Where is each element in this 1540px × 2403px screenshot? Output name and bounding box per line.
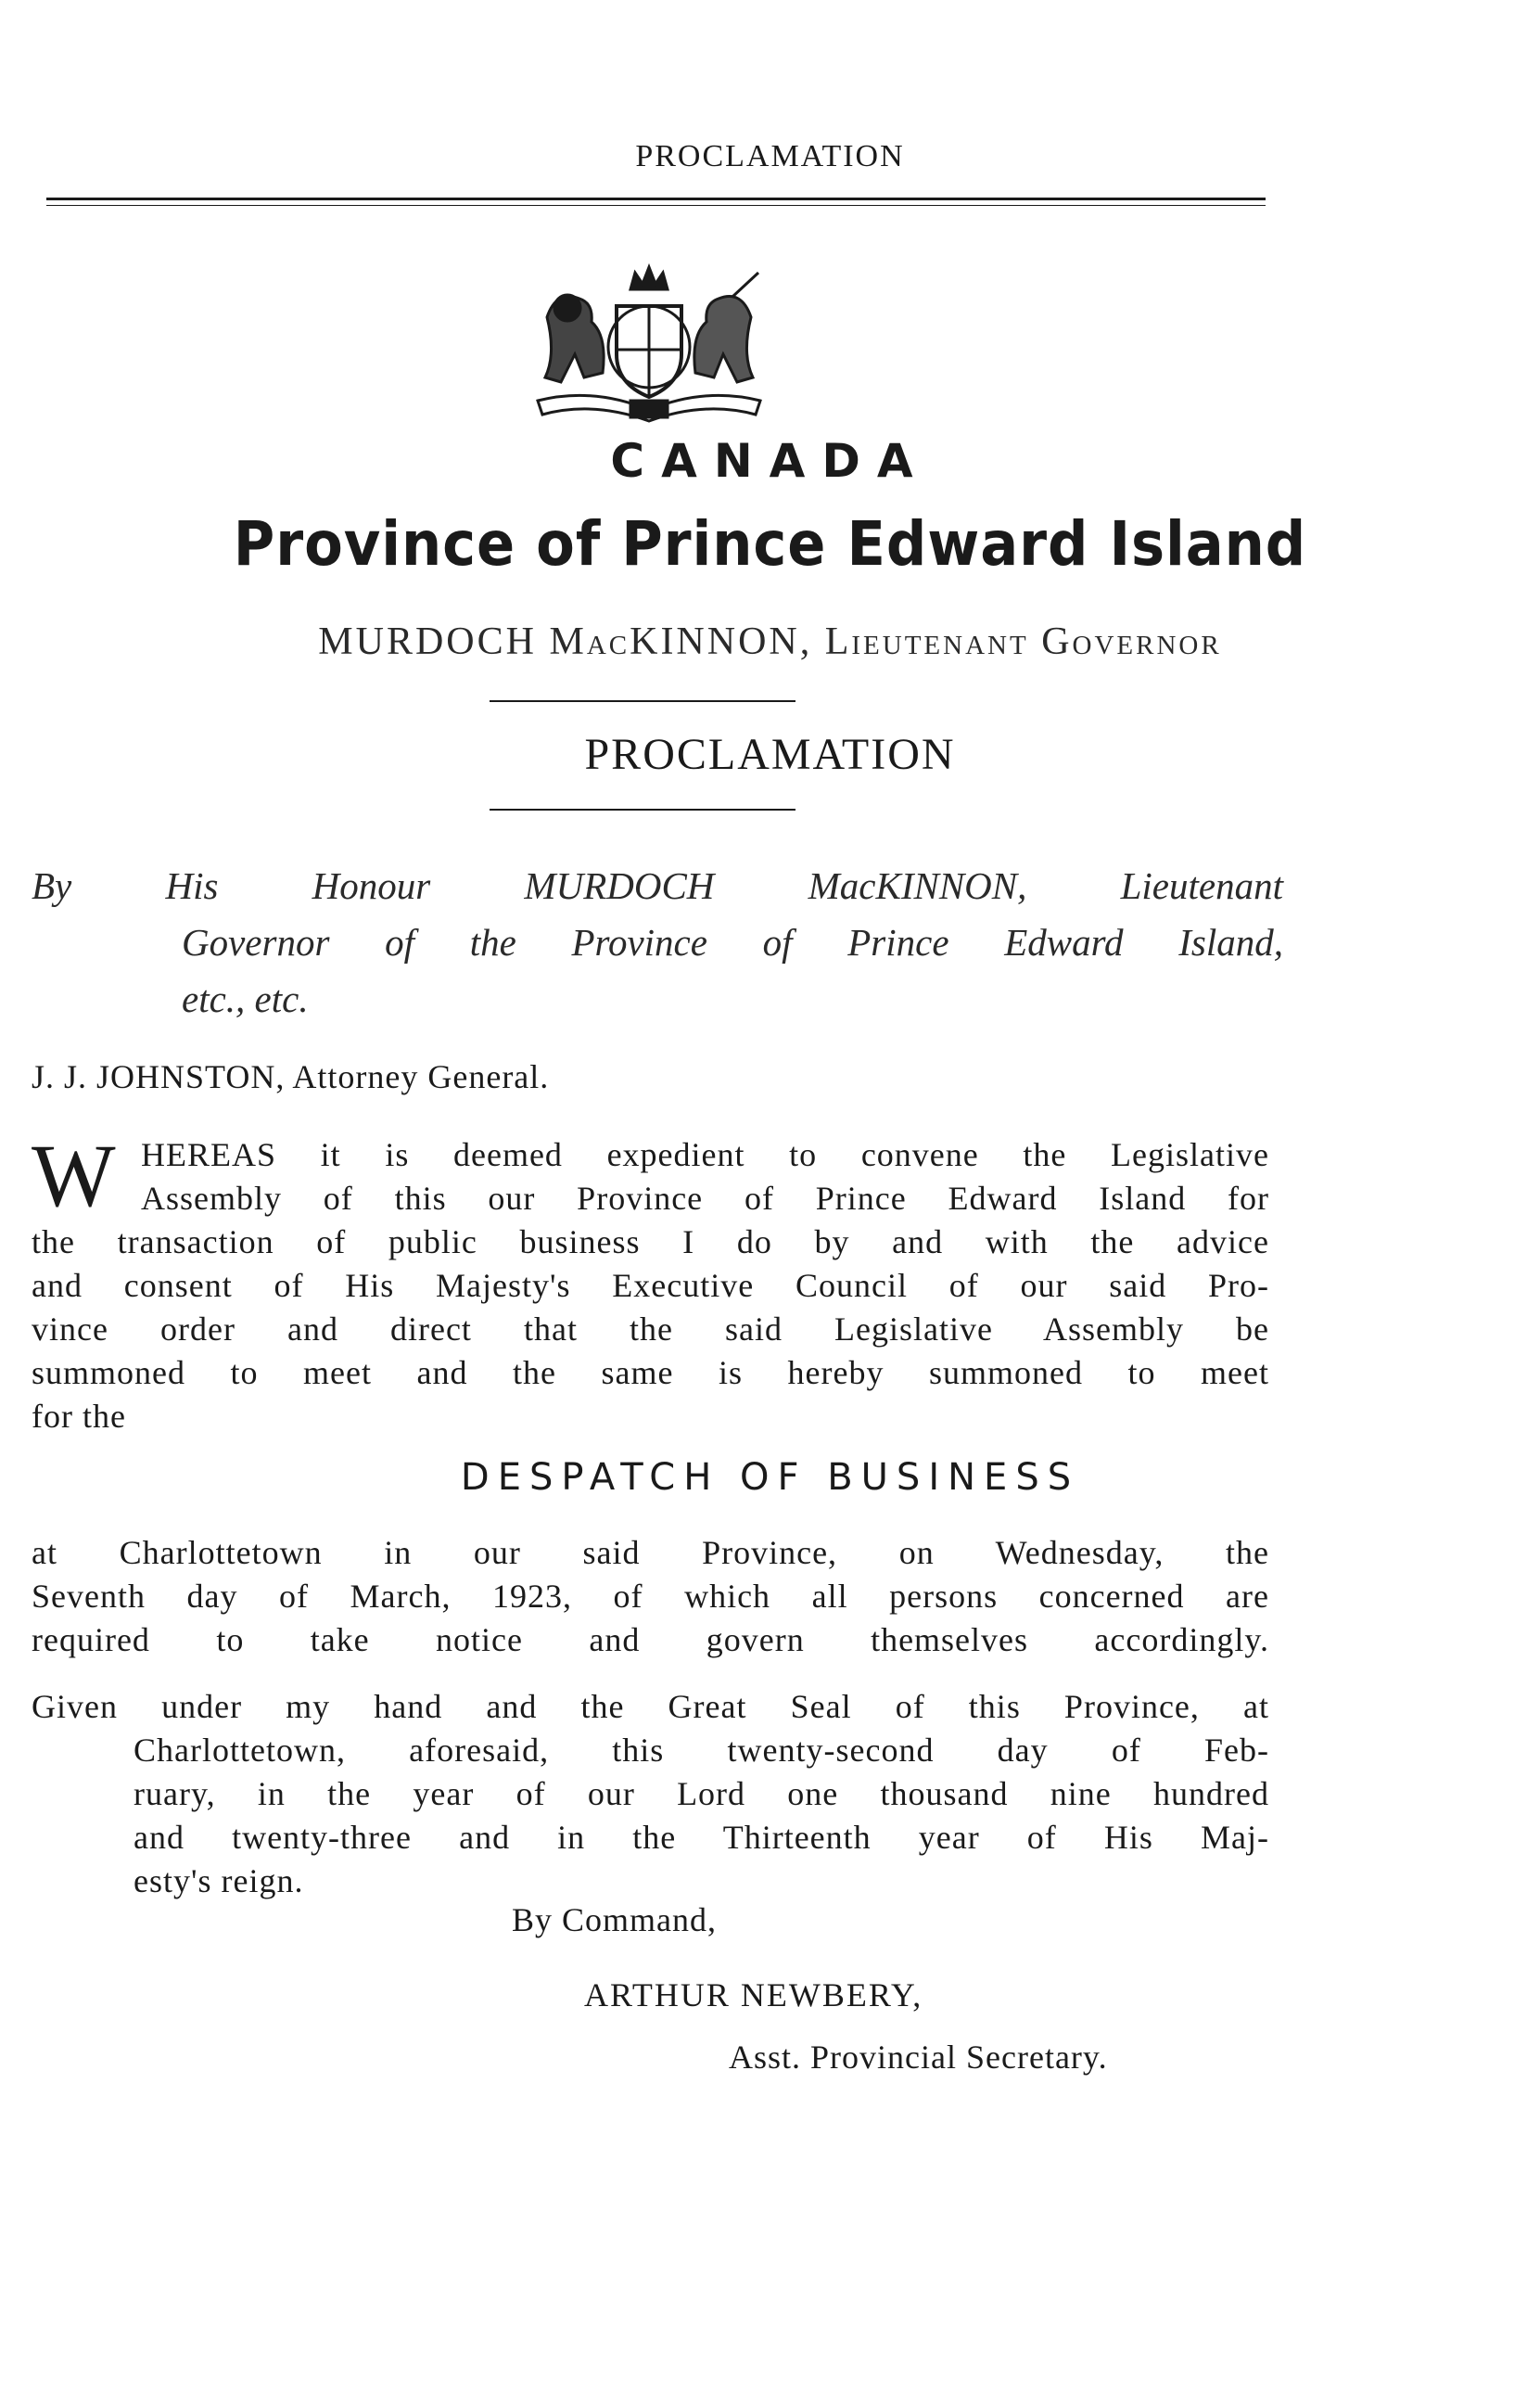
header-rule-thin [46,205,1266,206]
drop-cap: W [32,1126,117,1225]
province-heading: Province of Prince Edward Island [233,508,1307,580]
divider-top [490,700,795,702]
paragraph-line: esty's reign. [134,1862,304,1899]
paragraph-line: ruary, in the year of our Lord one thousand nine hundred [134,1775,1269,1812]
paragraph-line: and twenty-three and in the Thirteenth year of His Maj- [134,1819,1269,1856]
paragraph-line: Charlottetown, aforesaid, this twenty-second day of Feb- [134,1732,1269,1769]
by-honour-line: Governor of the Province of Prince Edward Island, [182,921,1283,964]
paragraph-line: vince order and direct that the said Legislative Assembly be [32,1310,1269,1348]
signatory-name: ARTHUR NEWBERY, [584,1976,923,2013]
paragraph-line: Seventh day of March, 1923, of which all persons concerned are [32,1578,1269,1615]
by-honour-line: By His Honour MURDOCH MacKINNON, Lieutenant [32,864,1283,907]
whereas-paragraph [32,1126,1269,1438]
running-header: PROCLAMATION [635,139,905,173]
paragraph-line: for the [32,1398,126,1435]
country-heading: CANADA [610,434,930,488]
paragraph-line: Given under my hand and the Great Seal of this Province, at [32,1688,1269,1725]
paragraph-line: and consent of His Majesty's Executive Council of our said Pro- [32,1267,1269,1304]
paragraph-line: summoned to meet and the same is hereby summoned to meet [32,1354,1269,1391]
royal-coat-of-arms-icon [519,262,779,424]
paragraph-line: HEREAS it is deemed expedient to convene the Legislative [141,1136,1269,1173]
paragraph-line: the transaction of public business I do by and with the advice [32,1223,1269,1260]
paragraph-line: required to take notice and govern themselves accordingly. [32,1621,1269,1658]
header-rule-thick [46,198,1266,200]
by-honour-line: etc., etc. [182,978,309,1020]
by-honour-block [32,858,1283,1028]
attorney-line: J. J. JOHNSTON, Attorney General. [32,1058,550,1095]
by-command: By Command, [512,1901,718,1938]
proclamation-title: PROCLAMATION [584,730,956,779]
charlottetown-paragraph [32,1531,1269,1662]
given-paragraph [32,1685,1269,1903]
governor-line: MURDOCH MacKINNON, Lieutenant Governor [318,620,1222,663]
despatch-heading: DESPATCH OF BUSINESS [460,1456,1080,1499]
signatory-title: Asst. Provincial Secretary. [729,2039,1108,2076]
divider-bottom [490,809,795,811]
paragraph-line: Assembly of this our Province of Prince Edward Island for [141,1180,1269,1217]
paragraph-line: at Charlottetown in our said Province, on Wednesday, the [32,1534,1269,1571]
